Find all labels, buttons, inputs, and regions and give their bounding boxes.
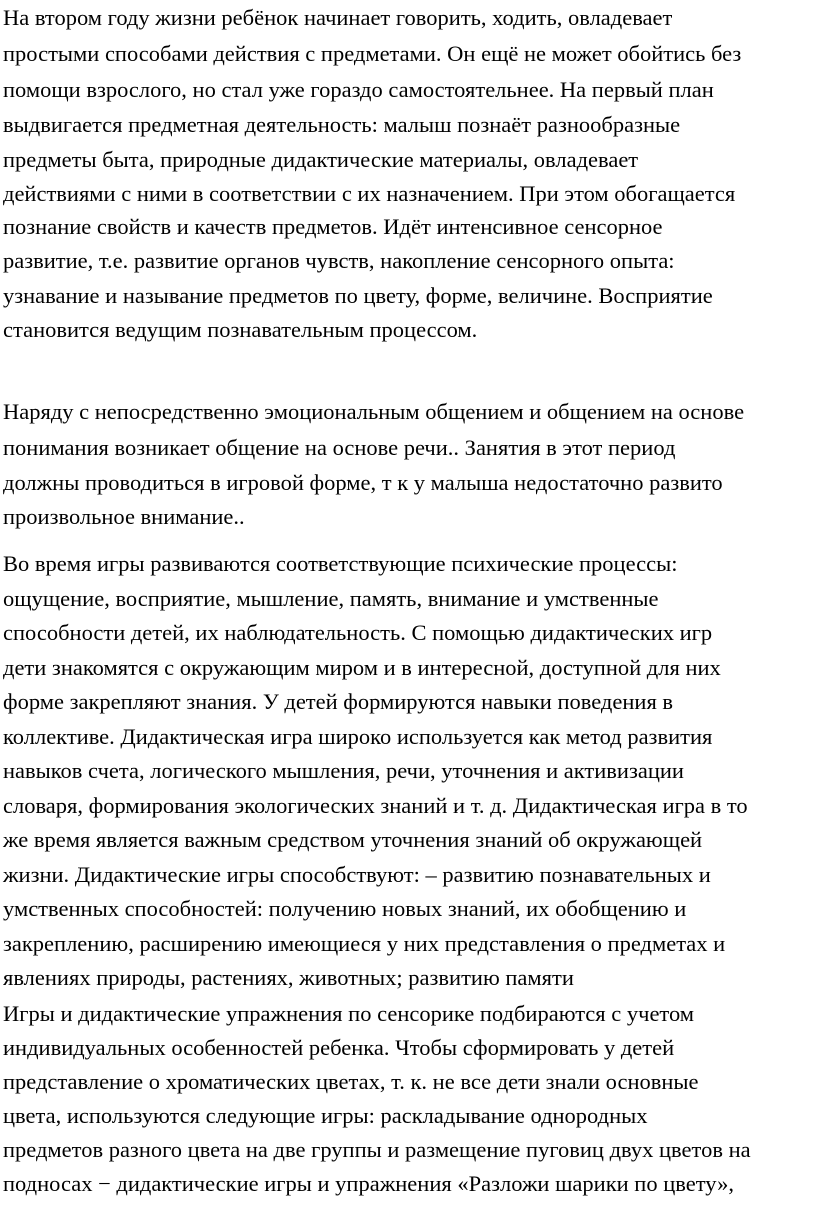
text-line: помощи взрослого, но стал уже гораздо самостоятельнее. На первый план (3, 77, 714, 102)
text-line: же время является важным средством уточнения знаний об окружающей (3, 827, 703, 852)
text-line: умственных способностей: получению новых знаний, их обобщению и (3, 896, 687, 921)
text-line: форме закрепляют знания. У детей формируются навыки поведения в (3, 689, 674, 714)
text-line: ощущение, восприятие, мышление, память, внимание и умственные (3, 586, 659, 611)
text-line: способности детей, их наблюдательность. С помощью дидактических игр (3, 620, 713, 645)
text-line: индивидуальных особенностей ребенка. Чтобы сформировать у детей (3, 1035, 675, 1060)
text-line: дети знакомятся с окружающим миром и в интересной, доступной для них (3, 655, 721, 680)
text-line: выдвигается предметная деятельность: малыш познаёт разнообразные (3, 112, 681, 137)
text-line: цвета, используются следующие игры: раскладывание однородных (3, 1103, 648, 1128)
text-line: произвольное внимание.. (3, 504, 245, 529)
text-line: должны проводиться в игровой форме, т к у малыша недостаточно развито (3, 470, 723, 495)
text-line: жизни. Дидактические игры способствуют: – развитию познавательных и (3, 862, 711, 887)
text-line: закреплению, расширению имеющиеся у них представления о предметах и (3, 931, 726, 956)
text-line: Во время игры развиваются соответствующие психические процессы: (3, 551, 678, 576)
text-line: действиями с ними в соответствии с их назначением. При этом обогащается (3, 181, 736, 206)
text-line: познание свойств и качеств предметов. Идёт интенсивное сенсорное (3, 214, 663, 239)
text-line: Игры и дидактические упражнения по сенсорике подбираются с учетом (3, 1001, 695, 1026)
text-line: простыми способами действия с предметами. Он ещё не может обойтись без (3, 41, 742, 66)
text-line: становится ведущим познавательным процессом. (3, 317, 478, 342)
text-line: понимания возникает общение на основе речи.. Занятия в этот период (3, 435, 676, 460)
text-line: На втором году жизни ребёнок начинает говорить, ходить, овладевает (3, 5, 673, 30)
text-line: предметов разного цвета на две группы и размещение пуговиц двух цветов на (3, 1137, 751, 1162)
text-line: Наряду с непосредственно эмоциональным общением и общением на основе (3, 399, 745, 424)
text-line: подносах − дидактические игры и упражнения «Разложи шарики по цвету», (3, 1171, 734, 1196)
text-line: словаря, формирования экологических знаний и т. д. Дидактическая игра в то (3, 793, 748, 818)
text-line: навыков счета, логического мышления, речи, уточнения и активизации (3, 758, 684, 783)
text-line: коллективе. Дидактическая игра широко используется как метод развития (3, 724, 713, 749)
text-line: предметы быта, природные дидактические материалы, овладевает (3, 147, 639, 172)
text-line: явлениях природы, растениях, животных; развитию памяти (3, 965, 574, 990)
text-line: развитие, т.е. развитие органов чувств, накопление сенсорного опыта: (3, 248, 675, 273)
text-line: представление о хроматических цветах, т. к. не все дети знали основные (3, 1069, 699, 1094)
text-line: узнавание и называние предметов по цвету, форме, величине. Восприятие (3, 283, 713, 308)
